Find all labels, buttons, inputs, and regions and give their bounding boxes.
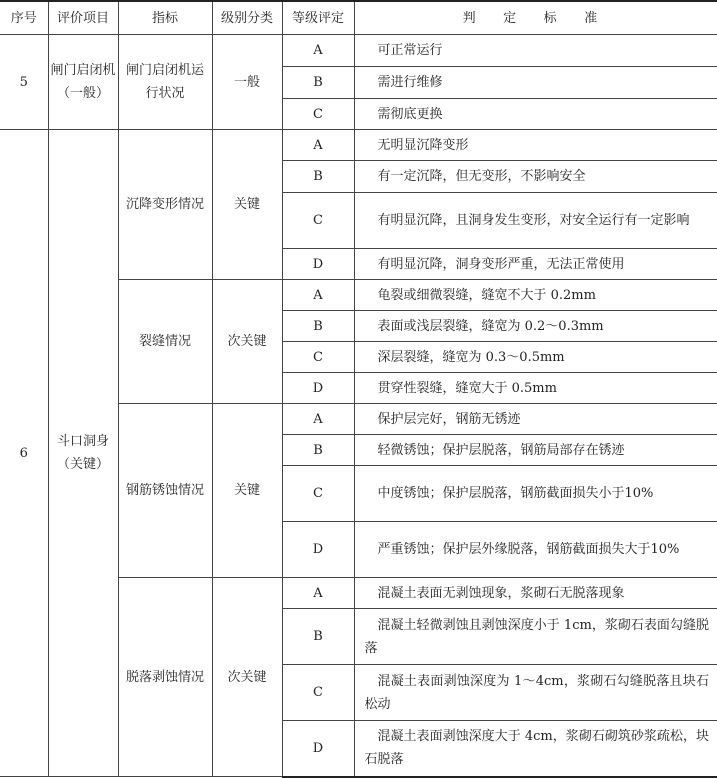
grade-cell: A <box>282 578 354 609</box>
header-level: 级别分类 <box>212 1 282 35</box>
criterion-cell: 混凝土轻微剥蚀且剥蚀深度小于 1cm，浆砌石表面勾缝脱落 <box>354 609 717 665</box>
grade-cell: B <box>282 67 354 99</box>
criterion-cell: 深层裂缝，缝宽为 0.3～0.5mm <box>354 342 717 373</box>
criterion-cell: 保护层完好，钢筋无锈迹 <box>354 404 717 435</box>
criterion-cell: 有一定沉降，但无变形，不影响安全 <box>354 161 717 193</box>
header-no: 序号 <box>0 1 48 35</box>
indicator-name: 沉降变形情况 <box>118 130 212 280</box>
grade-cell: C <box>282 665 354 721</box>
criterion-cell: 混凝土表面剥蚀深度大于 4cm，浆砌石砌筑砂浆疏松，块石脱落 <box>354 721 717 777</box>
criterion-cell: 无明显沉降变形 <box>354 130 717 161</box>
grade-cell: C <box>282 466 354 522</box>
table-row <box>0 35 717 67</box>
grade-cell: C <box>282 193 354 249</box>
grade-cell: B <box>282 435 354 466</box>
level-class: 次关键 <box>212 280 282 404</box>
grade-cell: C <box>282 342 354 373</box>
header-grade: 等级评定 <box>282 1 354 35</box>
grade-cell: B <box>282 161 354 193</box>
grade-cell: D <box>282 249 354 280</box>
level-class: 一般 <box>212 35 282 130</box>
indicator-name: 裂缝情况 <box>118 280 212 404</box>
criterion-cell: 需进行维修 <box>354 67 717 99</box>
header-item: 评价项目 <box>48 1 118 35</box>
criterion-cell: 中度锈蚀；保护层脱落，钢筋截面损失小于10% <box>354 466 717 522</box>
grade-cell: D <box>282 721 354 777</box>
grade-cell: D <box>282 522 354 578</box>
criterion-cell: 需彻底更换 <box>354 99 717 130</box>
criterion-cell: 龟裂或细微裂缝，缝宽不大于 0.2mm <box>354 280 717 311</box>
criterion-cell: 严重锈蚀；保护层外缘脱落，钢筋截面损失大于10% <box>354 522 717 578</box>
grade-cell: A <box>282 35 354 67</box>
criterion-cell: 表面或浅层裂缝，缝宽为 0.2～0.3mm <box>354 311 717 342</box>
row-no: 5 <box>0 35 48 130</box>
criterion-cell: 贯穿性裂缝，缝宽大于 0.5mm <box>354 373 717 404</box>
level-class: 关键 <box>212 130 282 280</box>
grade-cell: B <box>282 311 354 342</box>
header-row <box>0 1 717 35</box>
level-class: 关键 <box>212 404 282 578</box>
indicator-name: 钢筋锈蚀情况 <box>118 404 212 578</box>
criterion-cell: 可正常运行 <box>354 35 717 67</box>
header-criterion-text: 判 定 标 准 <box>462 10 609 26</box>
grade-cell: B <box>282 609 354 665</box>
criterion-cell: 轻微锈蚀；保护层脱落，钢筋局部存在锈迹 <box>354 435 717 466</box>
grade-cell: C <box>282 99 354 130</box>
indicator-name: 脱落剥蚀情况 <box>118 578 212 777</box>
criterion-cell: 有明显沉降，且洞身发生变形，对安全运行有一定影响 <box>354 193 717 249</box>
criterion-cell: 混凝土表面无剥蚀现象，浆砌石无脱落现象 <box>354 578 717 609</box>
table-row <box>0 130 717 161</box>
grade-cell: A <box>282 404 354 435</box>
evaluation-item: 闸门启闭机（一般） <box>48 35 118 130</box>
header-indicator: 指标 <box>118 1 212 35</box>
evaluation-item: 斗口洞身（关键） <box>48 130 118 777</box>
grade-cell: D <box>282 373 354 404</box>
criterion-cell: 混凝土表面剥蚀深度为 1～4cm，浆砌石勾缝脱落且块石松动 <box>354 665 717 721</box>
criterion-cell: 有明显沉降，洞身变形严重，无法正常使用 <box>354 249 717 280</box>
grade-cell: A <box>282 130 354 161</box>
header-criterion <box>354 1 717 35</box>
level-class: 次关键 <box>212 578 282 777</box>
grade-cell: A <box>282 280 354 311</box>
row-no: 6 <box>0 130 48 777</box>
indicator-name: 闸门启闭机运行状况 <box>118 35 212 130</box>
